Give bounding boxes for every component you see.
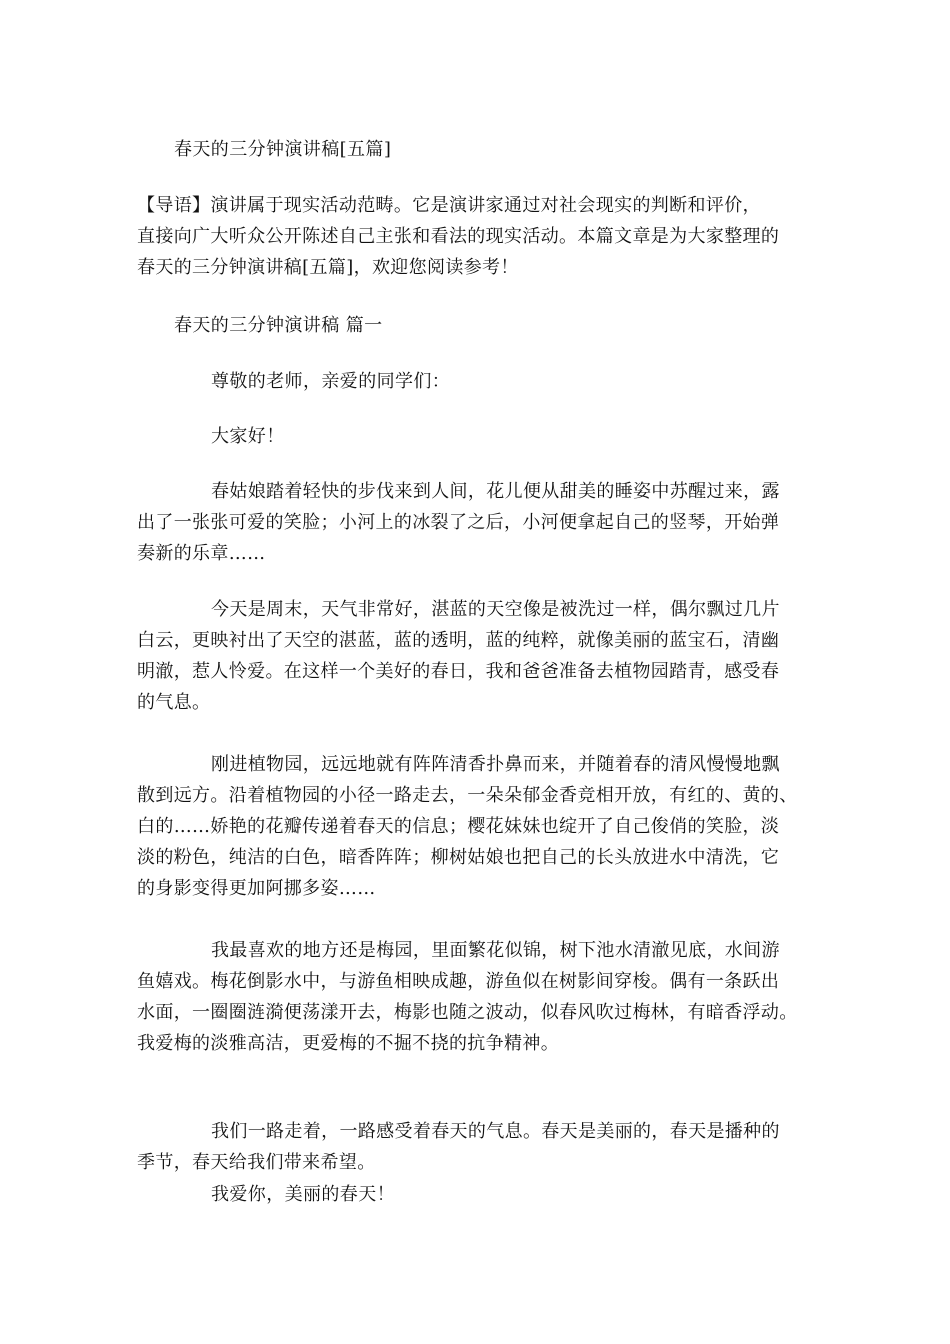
body-paragraph: [137, 594, 780, 718]
paragraph-line: 淡的粉色，纯洁的白色，暗香阵阵；柳树姑娘也把自己的长头放进水中清洗，它: [137, 847, 780, 868]
paragraph-line: 的身影变得更加阿挪多姿……: [137, 878, 376, 899]
document-title: 春天的三分钟演讲稿[五篇]: [174, 139, 392, 160]
paragraph-line: 的气息。: [137, 692, 211, 713]
greeting: 大家好！: [211, 426, 285, 447]
paragraph-line: 我最喜欢的地方还是梅园，里面繁花似锦，树下池水清澈见底，水间游: [211, 940, 780, 961]
closing-line: 我爱你，美丽的春天！: [211, 1184, 395, 1205]
paragraph-line: 我爱梅的淡雅高洁，更爱梅的不掘不挠的抗争精神。: [137, 1033, 560, 1054]
section-heading: 春天的三分钟演讲稿 篇一: [174, 315, 383, 336]
paragraph-line: 鱼嬉戏。梅花倒影水中，与游鱼相映成趣，游鱼似在树影间穿梭。偶有一条跃出: [137, 971, 780, 992]
paragraph-line: 奏新的乐章……: [137, 543, 266, 564]
intro-line: 春天的三分钟演讲稿[五篇]，欢迎您阅读参考！: [137, 257, 519, 278]
body-paragraph: [137, 476, 780, 569]
paragraph-line: 刚进植物园，远远地就有阵阵清香扑鼻而来，并随着春的清风慢慢地飘: [211, 754, 780, 775]
paragraph-line: 散到远方。沿着植物园的小径一路走去，一朵朵郁金香竞相开放，有红的、黄的、: [137, 785, 798, 806]
paragraph-line: 水面，一圈圈涟漪便荡漾开去，梅影也随之波动，似春风吹过梅林，有暗香浮动。: [137, 1002, 798, 1023]
salutation: 尊敬的老师，亲爱的同学们：: [211, 371, 451, 392]
paragraph-line: 白的……娇艳的花瓣传递着春天的信息；樱花妹妹也绽开了自己俊俏的笑脸，淡: [137, 816, 780, 837]
paragraph-line: 我们一路走着，一路感受着春天的气息。春天是美丽的，春天是播种的: [211, 1121, 780, 1142]
paragraph-line: 春姑娘踏着轻快的步伐来到人间，花儿便从甜美的睡姿中苏醒过来，露: [211, 481, 780, 502]
paragraph-line: 今天是周末，天气非常好，湛蓝的天空像是被洗过一样，偶尔飘过几片: [211, 599, 780, 620]
body-paragraph: [137, 1116, 780, 1178]
body-paragraph: [137, 935, 798, 1059]
body-paragraph: [137, 749, 798, 904]
intro-line: 【导语】演讲属于现实活动范畴。它是演讲家通过对社会现实的判断和评价，: [137, 195, 761, 216]
paragraph-line: 出了一张张可爱的笑脸；小河上的冰裂了之后，小河便拿起自己的竖琴，开始弹: [137, 512, 780, 533]
paragraph-line: 白云，更映衬出了天空的湛蓝，蓝的透明，蓝的纯粹，就像美丽的蓝宝石，清幽: [137, 630, 780, 651]
paragraph-line: 季节，春天给我们带来希望。: [137, 1152, 376, 1173]
intro-line: 直接向广大听众公开陈述自己主张和看法的现实活动。本篇文章是为大家整理的: [137, 226, 780, 247]
intro-paragraph: [137, 190, 779, 283]
paragraph-line: 明澈，惹人怜爱。在这样一个美好的春日，我和爸爸准备去植物园踏青，感受春: [137, 661, 780, 682]
